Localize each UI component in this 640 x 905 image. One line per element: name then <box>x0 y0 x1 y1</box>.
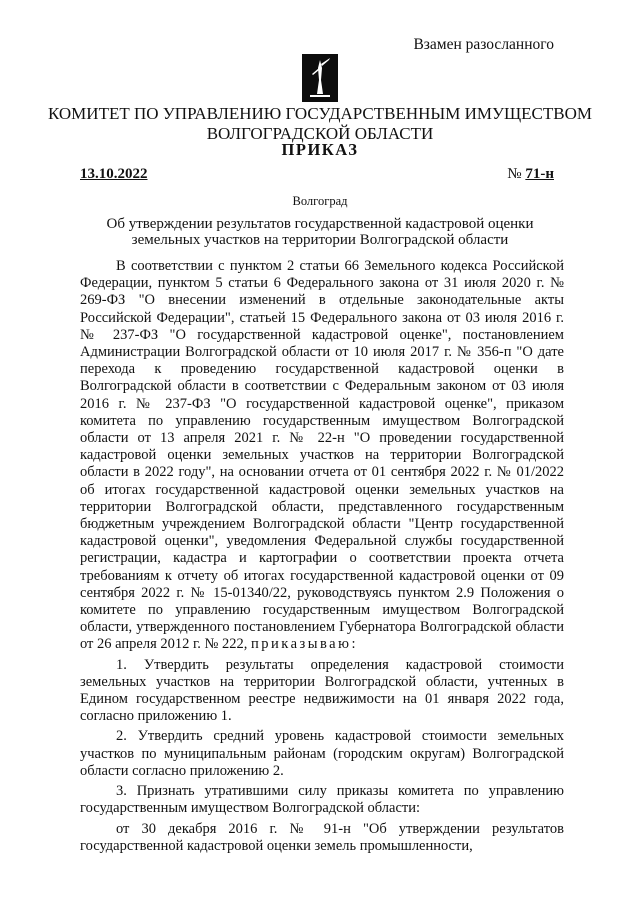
organization-line-1: КОМИТЕТ ПО УПРАВЛЕНИЮ ГОСУДАРСТВЕННЫМ ИМУЩЕСТВОМ <box>47 104 592 123</box>
subject-line-2: земельных участков на территории Волгоградской области <box>131 232 509 248</box>
number-value: 71-н <box>525 166 554 182</box>
city-name: Волгоград <box>292 194 348 208</box>
document-date: 13.10.2022 <box>80 166 148 182</box>
organization-line-2: ВОЛГОГРАДСКОЙ ОБЛАСТИ <box>206 124 434 143</box>
order-word: приказываю: <box>251 636 358 653</box>
order-item-3: 3. Признать утратившими силу приказы комитета по управлению государственным имуществом Волгоградской области: <box>80 783 564 817</box>
preamble-paragraph <box>80 258 564 654</box>
organization-name <box>0 104 640 144</box>
volgograd-emblem-icon <box>302 54 338 102</box>
document-body <box>80 258 564 855</box>
document-number <box>507 166 554 183</box>
document-subject <box>80 216 560 248</box>
stamp-text: Взамен разосланного <box>413 36 554 53</box>
order-item-2: 2. Утвердить средний уровень кадастровой стоимости земельных участков по муниципальным районам (городским округам) Волгоградской области согласно приложению 2. <box>80 728 564 779</box>
order-item-1: 1. Утвердить результаты определения кадастровой стоимости земельных участков на территории Волгоградской области, учтенных в Едином государственном реестре недвижимости на 01 января 2022 года, согласно приложению 1. <box>80 656 564 725</box>
document-type: ПРИКАЗ <box>281 140 359 159</box>
subject-line-1: Об утверждении результатов государственной кадастровой оценки <box>106 216 534 232</box>
number-prefix: № <box>507 166 522 182</box>
preamble-text: В соответствии с пунктом 2 статьи 66 Земельного кодекса Российской Федерации, пунктом 5 статьи 6 Федерального закона от 31 июля 2020 г. № 269-ФЗ "О внесении изменений в отдельные законодательные акты Российской Федерации", статьей 15 Федерального закона от 03 июля 2016 г. № 237-ФЗ "О государственной кадастровой оценке", постановлением Администрации Волгоградской области от 10 июля 2017 г. № 356-п "О дате перехода к проведению государственной кадастровой оценки в Волгоградской области в соответствии с Федеральным законом от 03 июля 2016 г. № 237-ФЗ "О государственной кадастровой оценке", приказом комитета по управлению государственным имуществом Волгоградской области от 13 апреля 2021 г. № 22-н "О проведении государственной кадастровой оценки земельных участков на территории Волгоградской области в 2022 году", на основании отчета от 01 сентября 2022 г. № 01/2022 об итогах государственной кадастровой оценки земельных участков на территории Волгоградской области, представленного государственным бюджетным учреждением Волгоградской области "Центр государственной кадастровой оценки", уведомления Федеральной службы государственной регистрации, кадастра и картографии о соответствии проекта отчета требованиям к отчету об итогах государственной кадастровой оценки от 09 сентября 2022 г. № 15-01340/22, руководствуясь пунктом 2.9 Положения о комитете по управлению государственным имуществом Волгоградской области, утвержденного постановлением Губернатора Волгоградской области от 26 апреля 2012 г. № 222, <box>80 258 564 653</box>
order-item-3-sub: от 30 декабря 2016 г. № 91-н "Об утверждении результатов государственной кадастровой оценки земель промышленности, <box>80 820 564 854</box>
